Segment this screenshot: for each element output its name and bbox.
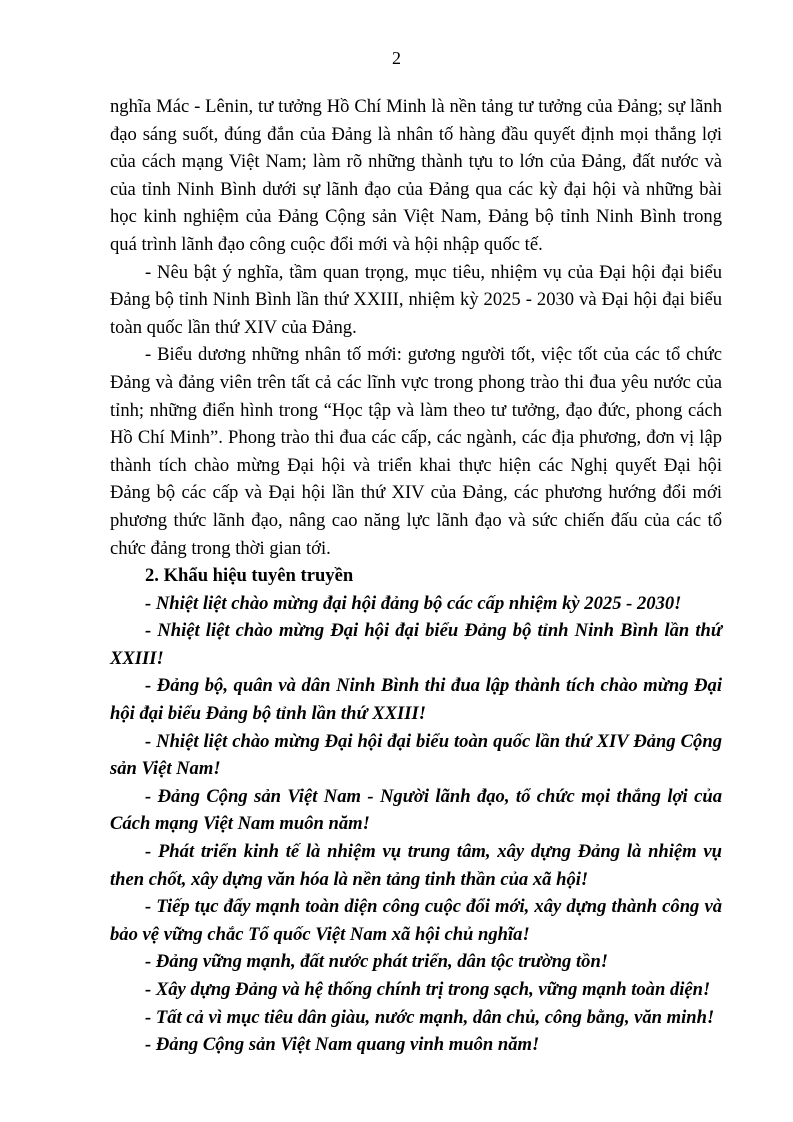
paragraph-commend-new-factors: - Biểu dương những nhân tố mới: gương người tốt, việc tốt của các tổ chức Đảng và đảng viên trên tất cả các lĩnh vực trong phong trào thi đua yêu nước của tỉnh; những điển hình trong “Học tập và làm theo tư tưởng, đạo đức, phong cách Hồ Chí Minh”. Phong trào thi đua các cấp, các ngành, các địa phương, đơn vị lập thành tích chào mừng Đại hội và triển khai thực hiện các Nghị quyết Đại hội Đảng bộ các cấp và Đại hội lần thứ XIV của Đảng, các phương hướng đổi mới phương thức lãnh đạo, nâng cao năng lực lãnh đạo và sức chiến đấu của các tổ chức đảng trong thời gian tới. [110, 344, 722, 559]
slogan-item: - Nhiệt liệt chào mừng Đại hội đại biểu Đảng bộ tỉnh Ninh Bình lần thứ XXIII! [110, 620, 722, 669]
slogan-item: - Tất cả vì mục tiêu dân giàu, nước mạnh, dân chủ, công bằng, văn minh! [145, 1006, 715, 1028]
paragraph-continuation: nghĩa Mác - Lênin, tư tưởng Hồ Chí Minh là nền tảng tư tưởng của Đảng; sự lãnh đạo sáng suốt, đúng đắn của Đảng là nhân tố hàng đầu quyết định mọi thắng lợi của cách mạng Việt Nam; làm rõ những thành tựu to lớn của Đảng, đất nước và của tỉnh Ninh Bình dưới sự lãnh đạo của Đảng qua các kỳ đại hội và những bài học kinh nghiệm của Đảng Cộng sản Việt Nam, Đảng bộ tỉnh Ninh Bình trong quá trình lãnh đạo công cuộc đổi mới và hội nhập quốc tế. [110, 96, 722, 255]
document-body [110, 93, 722, 1059]
slogan-item: - Đảng Cộng sản Việt Nam quang vinh muôn năm! [145, 1034, 540, 1056]
slogan-item: - Đảng Cộng sản Việt Nam - Người lãnh đạo, tổ chức mọi thắng lợi của Cách mạng Việt Nam muôn năm! [110, 785, 722, 835]
slogan-item: - Nhiệt liệt chào mừng Đại hội đại biểu toàn quốc lần thứ XIV Đảng Cộng sản Việt Nam! [110, 730, 722, 780]
slogan-item: - Nhiệt liệt chào mừng đại hội đảng bộ các cấp nhiệm kỳ 2025 - 2030! [145, 592, 682, 614]
page-number: 2 [392, 48, 401, 68]
slogan-item: - Phát triển kinh tế là nhiệm vụ trung tâm, xây dựng Đảng là nhiệm vụ then chốt, xây dựng văn hóa là nền tảng tinh thần của xã hội! [110, 841, 722, 890]
slogan-item: - Đảng bộ, quân và dân Ninh Bình thi đua lập thành tích chào mừng Đại hội đại biểu Đảng bộ tỉnh lần thứ XXIII! [110, 675, 722, 725]
paragraph-highlight-significance: - Nêu bật ý nghĩa, tầm quan trọng, mục tiêu, nhiệm vụ của Đại hội đại biểu Đảng bộ tỉnh Ninh Bình lần thứ XXIII, nhiệm kỳ 2025 - 2030 và Đại hội đại biểu toàn quốc lần thứ XIV của Đảng. [110, 261, 722, 338]
slogan-item: - Tiếp tục đẩy mạnh toàn diện công cuộc đổi mới, xây dựng thành công và bảo vệ vững chắc Tổ quốc Việt Nam xã hội chủ nghĩa! [110, 896, 722, 945]
section-heading: 2. Khẩu hiệu tuyên truyền [145, 565, 354, 587]
slogan-item: - Đảng vững mạnh, đất nước phát triển, dân tộc trường tồn! [145, 951, 609, 973]
slogan-item: - Xây dựng Đảng và hệ thống chính trị trong sạch, vững mạnh toàn diện! [145, 979, 711, 1000]
